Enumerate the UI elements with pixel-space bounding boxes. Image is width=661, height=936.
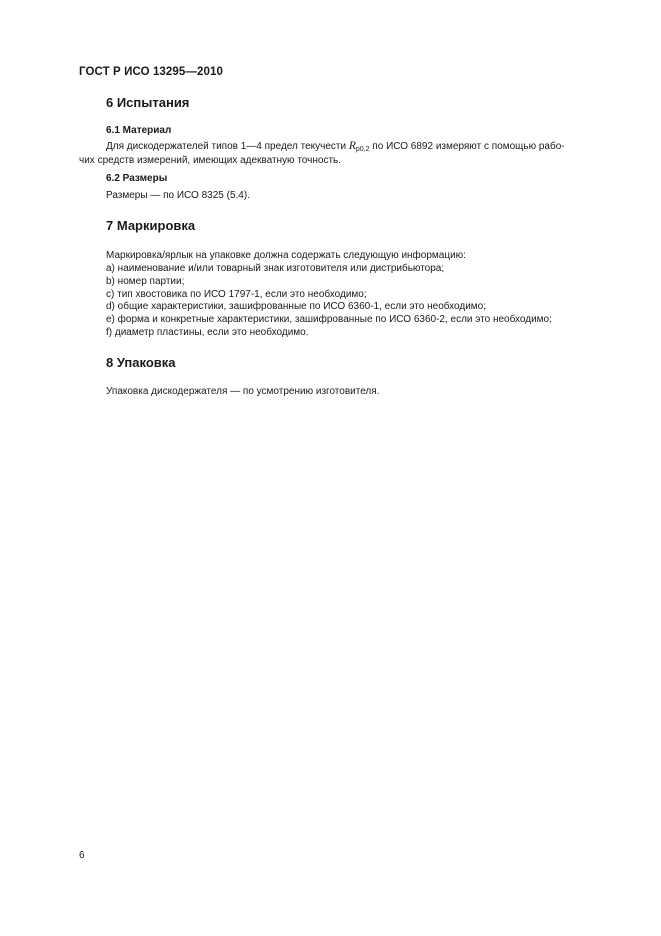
section-6-title: 6 Испытания (106, 95, 190, 110)
document-header: ГОСТ Р ИСО 13295—2010 (79, 66, 224, 78)
section-8-text: Упаковка дискодержателя — по усмотрению изготовителя. (106, 386, 380, 397)
list-item: d) общие характеристики, зашифрованные по ИСО 6360-1, если это необходимо; (106, 301, 487, 313)
list-item: b) номер партии; (106, 275, 185, 287)
subsection-6-1-text-line2: чих средств измерений, имеющих адекватную точность. (79, 155, 342, 166)
subsection-6-2-title: 6.2 Размеры (106, 173, 168, 184)
text-after-symbol: по ИСО 6892 измеряют с помощью рабо- (369, 141, 565, 152)
text-before-symbol: Для дискодержателей типов 1—4 предел текучести (106, 141, 349, 152)
yield-strength-subscript: p0,2 (355, 146, 370, 153)
marking-list (106, 263, 552, 340)
list-item: c) тип хвостовика по ИСО 1797-1, если это необходимо; (106, 288, 367, 300)
subsection-6-1-title: 6.1 Материал (106, 125, 172, 136)
section-7-intro: Маркировка/ярлык на упаковке должна содержать следующую информацию: (106, 250, 466, 261)
section-7-title: 7 Маркировка (106, 218, 196, 233)
page-number: 6 (79, 850, 85, 861)
list-item: e) форма и конкретные характеристики, зашифрованные по ИСО 6360-2, если это необходимо; (106, 314, 552, 326)
list-item: f) диаметр пластины, если это необходимо. (106, 326, 309, 338)
section-8-title: 8 Упаковка (106, 355, 176, 370)
subsection-6-2-text: Размеры — по ИСО 8325 (5.4). (106, 190, 250, 201)
list-item: a) наименование и/или товарный знак изготовителя или дистрибьютора; (106, 263, 445, 274)
yield-strength-symbol: R (348, 140, 356, 152)
